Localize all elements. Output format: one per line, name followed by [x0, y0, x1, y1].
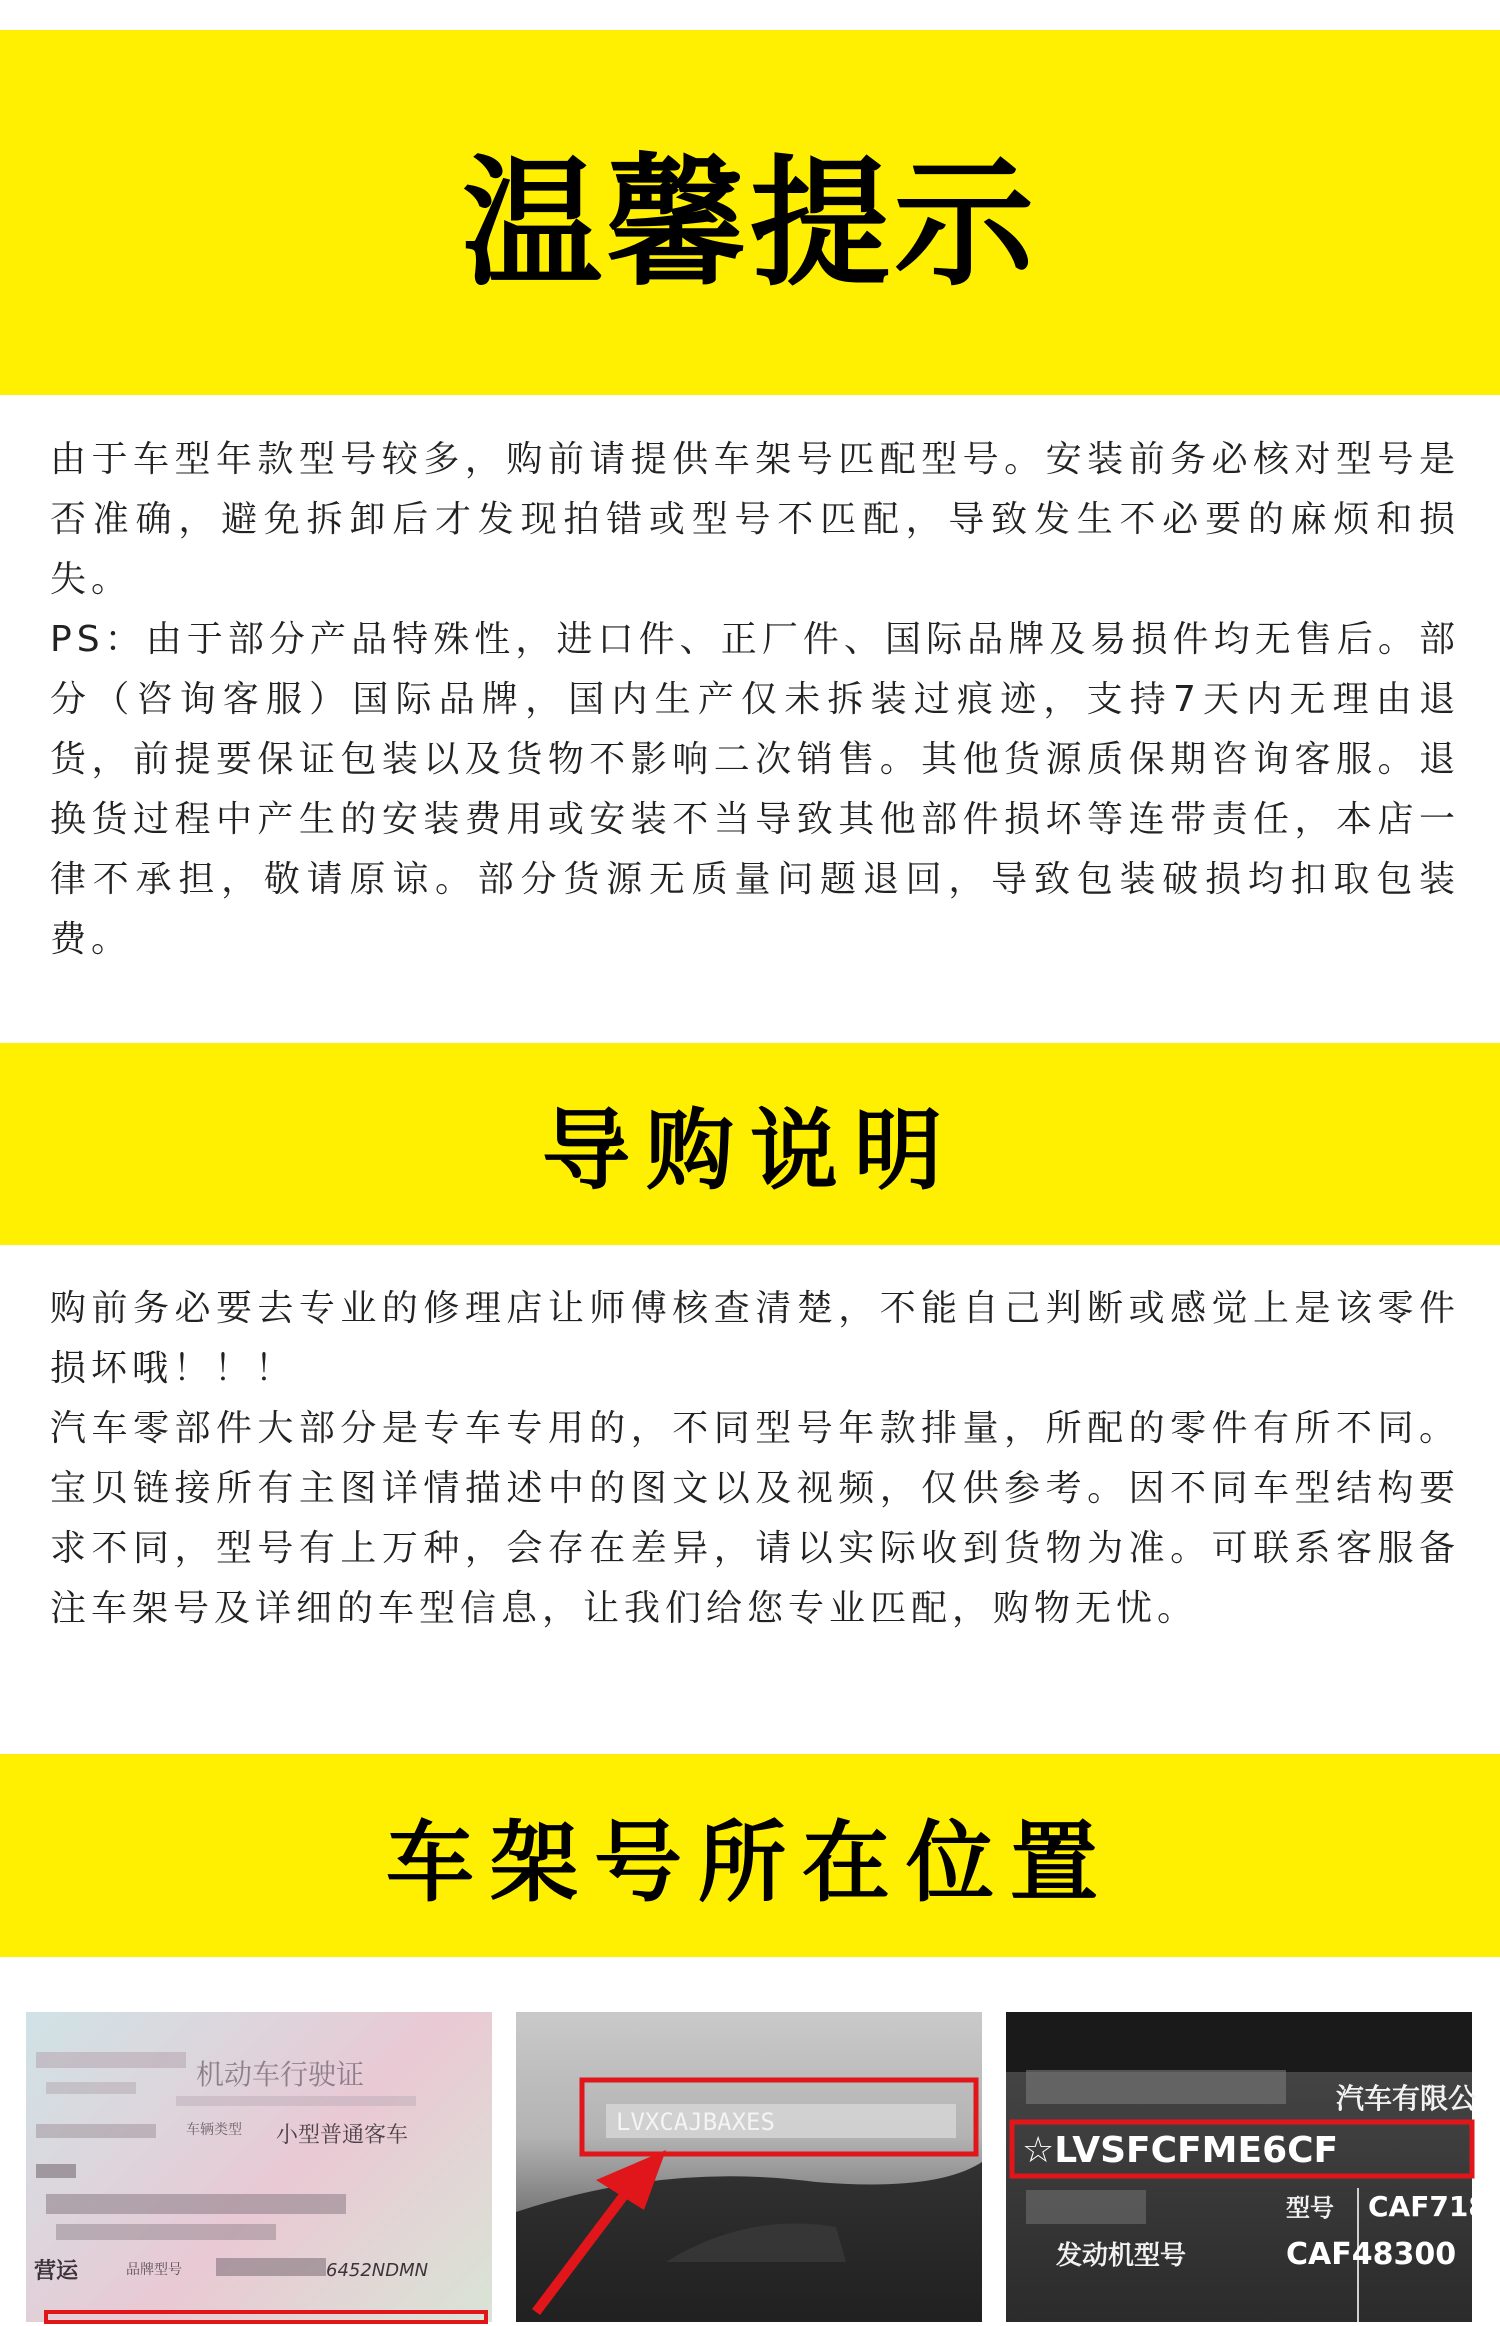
vin-location-photos	[0, 2012, 1500, 2322]
nameplate-engine-value: CAF48300	[1286, 2237, 1457, 2272]
vehicle-license-photo	[26, 2012, 492, 2322]
warm-tips-banner	[0, 30, 1500, 395]
nameplate-photo	[1006, 2012, 1488, 2322]
nameplate-company-text: 汽车有限公	[1336, 2082, 1477, 2115]
shopping-guide-body	[50, 1279, 1460, 1639]
nameplate-image	[1006, 2012, 1488, 2322]
license-vin-highlight	[46, 2312, 486, 2322]
warm-tips-title: 温馨提示	[461, 143, 1038, 306]
vin-location-title: 车架号所在位置	[385, 1810, 1114, 1914]
windshield-vin-text: LVXCAJBAXES	[616, 2108, 775, 2136]
shopping-guide-paragraph: 购前务必要去专业的修理店让师傅核查清楚，不能自己判断或感觉上是该零件损坏哦！！！	[50, 1288, 1460, 1389]
nameplate-model-value: CAF718	[1368, 2190, 1488, 2223]
nameplate-vin-text: ☆LVSFCFME6CF	[1022, 2130, 1339, 2171]
windshield-photo	[516, 2012, 982, 2322]
shopping-guide-banner	[0, 1043, 1500, 1245]
vehicle-license-image	[26, 2012, 492, 2322]
license-model-label: 品牌型号	[126, 2262, 182, 2278]
shopping-guide-paragraph: 汽车零部件大部分是专车专用的，不同型号年款排量，所配的零件有所不同。宝贝链接所有主图详情描述中的图文以及视频，仅供参考。因不同车型结构要求不同，型号有上万种，会存在差异，请以实际收到货物为准。可联系客服备注车架号及详细的车型信息，让我们给您专业匹配，购物无忧。	[50, 1408, 1460, 1629]
license-header-text: 机动车行驶证	[196, 2058, 365, 2091]
warm-tips-body	[50, 430, 1460, 970]
windshield-image	[516, 2012, 982, 2322]
license-side-label: 营运	[34, 2258, 79, 2284]
shopping-guide-title: 导购说明	[541, 1099, 958, 1202]
license-type-label: 车辆类型	[186, 2122, 242, 2138]
license-type-value: 小型普通客车	[276, 2123, 409, 2148]
vin-location-banner	[0, 1754, 1500, 1957]
warm-tips-paragraph: PS：由于部分产品特殊性，进口件、正厂件、国际品牌及易损件均无售后。部分（咨询客服）国际品牌，国内生产仅未拆装过痕迹，支持7天内无理由退货，前提要保证包装以及货物不影响二次销售。其他货源质保期咨询客服。退换货过程中产生的安装费用或安装不当导致其他部件损坏等连带责任，本店一律不承担，敬请原谅。部分货源无质量问题退回，导致包装破损均扣取包装费。	[50, 619, 1460, 960]
nameplate-engine-label: 发动机型号	[1056, 2241, 1187, 2271]
license-model-value: 6452NDMN	[326, 2260, 429, 2281]
warm-tips-paragraph: 由于车型年款型号较多，购前请提供车架号匹配型号。安装前务必核对型号是否准确，避免拆卸后才发现拍错或型号不匹配，导致发生不必要的麻烦和损失。	[50, 439, 1460, 600]
nameplate-model-label: 型号	[1286, 2194, 1334, 2222]
